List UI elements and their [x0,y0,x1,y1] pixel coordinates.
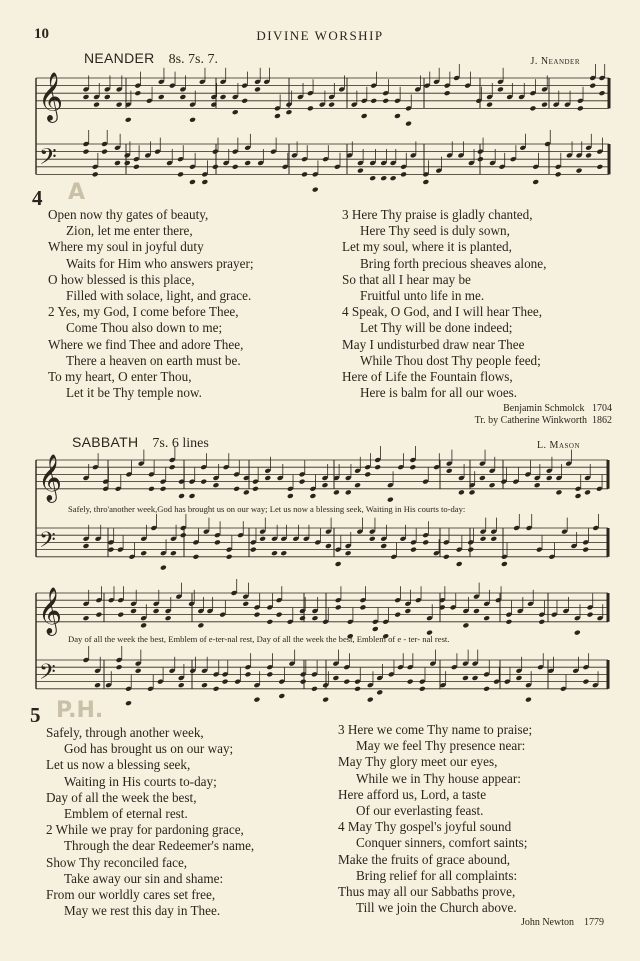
verse-line: Let Thy will be done indeed; [360,320,513,336]
h5b-bass-note [343,679,350,685]
h5a-bass-note [280,550,287,556]
h4-treble-note [179,94,186,100]
verse-line: Let us now a blessing seek, [46,757,191,773]
h4-bass-note [92,171,99,177]
verse-line: Let it be Thy temple now. [66,385,202,401]
h4-treble-note [134,90,141,96]
verse-line: 4 Speak, O God, and I will hear Thee, [342,304,543,320]
verse-line: Of our everlasting feast. [356,803,484,819]
verse-line: While Thou dost Thy people feed; [360,352,541,368]
hymn4-number: 4 [32,186,43,210]
h5a-treble-note [555,489,562,495]
h4-treble-note [541,102,548,108]
h5b-treble-note [95,612,102,618]
h5b-treble-note [165,615,172,621]
hymn4-composer: J. Neander [530,56,580,67]
h4-bass-note [114,160,121,166]
h5b-bass-note [322,697,329,703]
hymn5-tune-heading [72,434,209,452]
h5b-treble-note [242,601,249,607]
h5b-treble-note [299,615,306,621]
verse-line: While we in Thy house appear: [356,770,521,786]
h5a-bass-note [480,536,487,542]
verse-line: There a heaven on earth must be. [66,352,241,368]
verse-line: Fruitful unto life in me. [360,288,485,304]
h5a-treble-note [148,486,155,492]
verse-line: To my heart, O enter Thou, [48,369,192,385]
h5b-bass-note [525,697,532,703]
h5b-bass-note [300,679,307,685]
verse-line: 2 While we pray for pardoning grace, [46,822,244,838]
h5a-treble-clef-icon: 𝄞 [38,453,62,501]
verse-line: Conquer sinners, comfort saints; [356,835,528,851]
h5b-bass-note [94,682,101,688]
verse-line: Emblem of eternal rest. [64,806,188,822]
h5a-treble-note [534,482,541,488]
verse-line: Let my soul, where it is planted, [342,239,512,255]
h4-treble-clef-icon: 𝄞 [38,71,64,122]
h5a-treble-note [409,464,416,470]
h4-treble-note [382,98,389,104]
h5a-bass-note [456,561,463,567]
h5b-bass-note [376,689,383,695]
h5b-treble-note [83,615,90,621]
h4-treble-note [116,102,123,108]
h4-bass-note [301,171,308,177]
h4-treble-note [307,105,314,111]
h5a-treble-note [458,489,465,495]
h5a-bass-note [410,547,417,553]
hymn5-pencil-mark: P.H. [56,698,104,723]
hymn4-author-line [503,403,612,415]
hymn4-translator-line [475,415,612,427]
verse-line: Where we find Thee and adore Thee, [48,336,244,352]
h5b-treble-note [130,608,137,614]
verse-line: 4 May Thy gospel's joyful sound [338,819,512,835]
hymn4-translator-year: 1862 [592,415,612,426]
h5b-treble-clef-icon: 𝄞 [38,586,62,634]
h4-bass-note [177,171,184,177]
h4-bass-note [101,149,108,155]
h5a-treble-note [575,493,582,499]
verse-line: Here of Life the Fountain flows, [342,369,513,385]
h5a-treble-note [446,468,453,474]
h5a-bass-note [325,543,332,549]
h4-bass-note [189,179,196,185]
hymn5-tune-name: SABBATH [72,434,139,450]
h5b-bass-note [367,697,374,703]
h4-treble-note [361,113,368,119]
h5a-bass-note [490,536,497,542]
h5a-treble-note [546,475,553,481]
verse-line: Waiting in His courts to-day; [64,773,217,789]
h5b-treble-note [483,615,490,621]
h4-treble-note [104,94,111,100]
hymn5-number: 5 [30,703,41,727]
hymn4-meter: 8s. 7s. 7. [168,52,218,67]
verse-line: May Thy glory meet our eyes, [338,754,498,770]
h4-bass-note [555,171,562,177]
verse-line: Here Thy seed is duly sown, [360,223,510,239]
h5b-bass-note [201,682,208,688]
h5a-treble-note [160,486,167,492]
h4-bass-note [400,171,407,177]
h5a-treble-note [584,489,591,495]
h5b-bass-note [483,686,490,692]
h5b-bass-note [332,675,339,681]
h5b-treble-note [312,615,319,621]
hymn5-text-left [46,725,254,919]
verse-line: Till we join the Church above. [356,900,517,916]
verse-line: Where my soul in joyful duty [48,239,204,255]
h5b-treble-note [394,612,401,618]
h5a-treble-note [354,482,361,488]
h4-treble-note [125,117,132,123]
h4-treble-note [405,121,412,127]
h4-bass-note [585,152,592,158]
h5a-bass-note [108,547,115,553]
h5b-bass-note [516,675,523,681]
h5a-treble-note [178,493,185,499]
h5b-treble-note [359,604,366,610]
h5a-treble-note [213,482,220,488]
h5a-treble-note [309,493,316,499]
h5b-treble-note [372,626,379,632]
hymn4-translator: Tr. by Catherine Winkworth [474,415,587,426]
verse-line: From our worldly cares set free, [46,887,216,903]
hymn5-underlay-1: Safely, thro'another week,God has brought us on our way; Let us now a blessing seek, Waiting in His courts to-day: [68,504,466,514]
verse-line: 2 Yes, my God, I come before Thee, [48,304,239,320]
h5a-bass-note [369,536,376,542]
h5b-bass-note [266,671,273,677]
h4-bass-note [133,164,140,170]
hymn5-composer: L. Mason [536,440,580,451]
verse-line: Here is balm for all our woes. [360,385,518,401]
h5b-treble-note [254,612,261,618]
verse-line: Here afford us, Lord, a taste [338,786,487,802]
h5a-bass-note [582,547,589,553]
h4-treble-note [285,109,292,115]
h5a-treble-note [169,464,176,470]
verse-line: Through the dear Redeemer's name, [64,838,255,854]
h4-bass-note [212,164,219,170]
h5b-bass-note [407,679,414,685]
h5a-bass-note [422,539,429,545]
h5b-bass-note [419,686,426,692]
h5a-bass-clef-icon: 𝄢 [39,528,56,559]
h5b-bass-note [135,668,142,674]
verse-line: May we rest this day in Thee. [64,903,221,919]
h4-bass-note [312,187,319,193]
h5b-bass-note [222,679,229,685]
h4-treble-note [599,90,606,96]
h5a-treble-note [299,479,306,485]
h5b-treble-note [404,608,411,614]
h5b-treble-note [276,612,283,618]
verse-line: Open now thy gates of beauty, [48,207,209,222]
h4-bass-note [369,175,376,181]
h4-bass-note [532,179,539,185]
hymn4-tune-name: NEANDER [84,50,155,66]
verse-line: May we feel Thy presence near: [356,738,526,754]
h5b-treble-note [587,612,594,618]
h4-bass-note [124,160,131,166]
h4-treble-note [370,98,377,104]
h5b-treble-note [574,630,581,636]
h5a-bass-note [83,543,90,549]
verse-line: Thus may all our Sabbaths prove, [338,884,516,900]
h5a-bass-note [259,536,266,542]
h4-treble-note [577,105,584,111]
page-number: 10 [34,26,49,42]
h5b-treble-note [462,622,469,628]
verse-line: So that all I hear may be [342,271,471,287]
h5a-treble-note [469,489,476,495]
h5b-treble-note [140,622,147,628]
h5a-treble-note [345,489,352,495]
hymn5-author: John Newton [520,917,574,928]
h5b-bass-note [582,679,589,685]
h4-treble-note [529,105,536,111]
h5a-bass-note [180,532,187,538]
verse-line: Bring relief for all complaints: [356,867,518,883]
h4-treble-note [394,113,401,119]
verse-line: 3 Here we come Thy name to praise; [338,722,533,737]
h5a-treble-note [489,482,496,488]
h4-treble-note [254,86,261,92]
h5a-bass-note [214,539,221,545]
h5b-bass-note [116,664,123,670]
verse-line: May I undisturbed draw near Thee [342,336,525,352]
h4-treble-note [328,102,335,108]
h5b-treble-note [505,619,512,625]
h4-bass-note [477,156,484,162]
h5a-bass-note [170,550,177,556]
h5b-treble-note [335,604,342,610]
h4-bass-note [380,175,387,181]
h5b-bass-note [462,675,469,681]
verse-line: Bring forth precious sheaves alone, [360,255,547,271]
h5b-bass-note [178,682,185,688]
h5a-treble-note [322,482,329,488]
verse-line: Take away our sin and shame: [64,870,224,886]
h5a-treble-note [233,486,240,492]
h5b-bass-note [311,686,318,692]
running-title: DIVINE WORSHIP [256,28,384,43]
verse-line: 3 Here Thy praise is gladly chanted, [342,207,533,222]
h5a-bass-note [226,554,233,560]
h5a-treble-note [387,497,394,503]
h4-bass-note [357,168,364,174]
h5a-treble-note [252,486,259,492]
verse-line: Zion, let me enter there, [66,223,193,239]
h5a-bass-note [467,547,474,553]
h5a-bass-note [271,550,278,556]
h5a-bass-note [345,550,352,556]
h4-bass-note [596,164,603,170]
h5a-treble-note [333,489,340,495]
h4-treble-note [241,98,248,104]
hymn5-meter: 7s. 6 lines [152,436,209,451]
h4-treble-note [83,94,90,100]
h5a-bass-note [443,554,450,560]
h4-treble-note [220,94,227,100]
h4-treble-note [444,90,451,96]
h4-treble-note [232,109,239,115]
h5a-treble-note [189,493,196,499]
hymn5-author-year: 1779 [584,917,604,928]
h5b-treble-note [117,612,124,618]
h5a-bass-note [380,543,387,549]
h5a-bass-note [250,547,257,553]
h5b-bass-clef-icon: 𝄢 [39,660,56,691]
verse-line: Safely, through another week, [46,725,204,740]
hymn4-author: Benjamin Schmolck [503,403,585,414]
h5a-treble-note [287,493,294,499]
hymn5-underlay-2: Day of all the week the best, Emblem of e-ter-nal rest, Day of all the week the best, Emblem of e - ter- nal rest. [68,634,450,644]
h4-bass-note [244,160,251,166]
h4-bass-note [201,179,208,185]
h5a-treble-note [264,475,271,481]
h5a-treble-note [364,471,371,477]
h5b-bass-note [278,693,285,699]
h5a-treble-note [479,475,486,481]
h5b-bass-note [245,671,252,677]
h4-bass-note [576,168,583,174]
h5b-treble-note [473,608,480,614]
h5a-bass-note [192,554,199,560]
hymn5-author-line [521,917,604,929]
verse-line: Make the fruits of grace abound, [338,851,511,867]
h5b-treble-note [197,622,204,628]
h5b-treble-note [266,619,273,625]
h5a-bass-note [501,561,508,567]
hymn4-text-right [342,207,546,401]
h4-bass-clef-icon: 𝄢 [39,144,57,176]
h5b-treble-note [538,619,545,625]
h5b-bass-note [472,675,479,681]
h4-treble-note [486,102,493,108]
h5a-treble-note [374,464,381,470]
h5a-bass-note [160,565,167,571]
hymn4-pencil-mark: A [68,180,86,205]
h4-bass-note [390,175,397,181]
verse-line: Day of all the week the best, [46,789,197,805]
h5b-bass-note [213,686,220,692]
h5b-bass-note [125,700,132,706]
verse-line: Filled with solace, light, and grace. [66,288,252,304]
h5a-bass-note [335,561,342,567]
h4-treble-note [589,83,596,89]
h4-bass-note [232,164,239,170]
h4-bass-note [83,149,90,155]
h4-treble-note [189,117,196,123]
h5a-bass-note [140,550,147,556]
hymn4-author-year: 1704 [592,403,612,414]
h5a-treble-note [243,489,250,495]
h5a-treble-note [200,479,207,485]
h5b-bass-note [254,697,261,703]
verse-line: O how blessed is this place, [48,271,195,287]
h4-treble-note [497,86,504,92]
h5b-bass-note [354,686,361,692]
verse-line: God has brought us on our way; [64,741,234,757]
h4-treble-note [93,102,100,108]
h4-treble-note [274,113,281,119]
h4-bass-note [422,179,429,185]
h5b-treble-note [153,608,160,614]
verse-line: Show Thy reconciled face, [46,854,188,870]
verse-line: Waits for Him who answers prayer; [66,255,254,271]
hymn4-text-left [48,207,254,401]
h4-treble-note [158,94,165,100]
hymn5-text-right [338,722,532,916]
verse-line: Come Thou also down to me; [66,320,223,336]
